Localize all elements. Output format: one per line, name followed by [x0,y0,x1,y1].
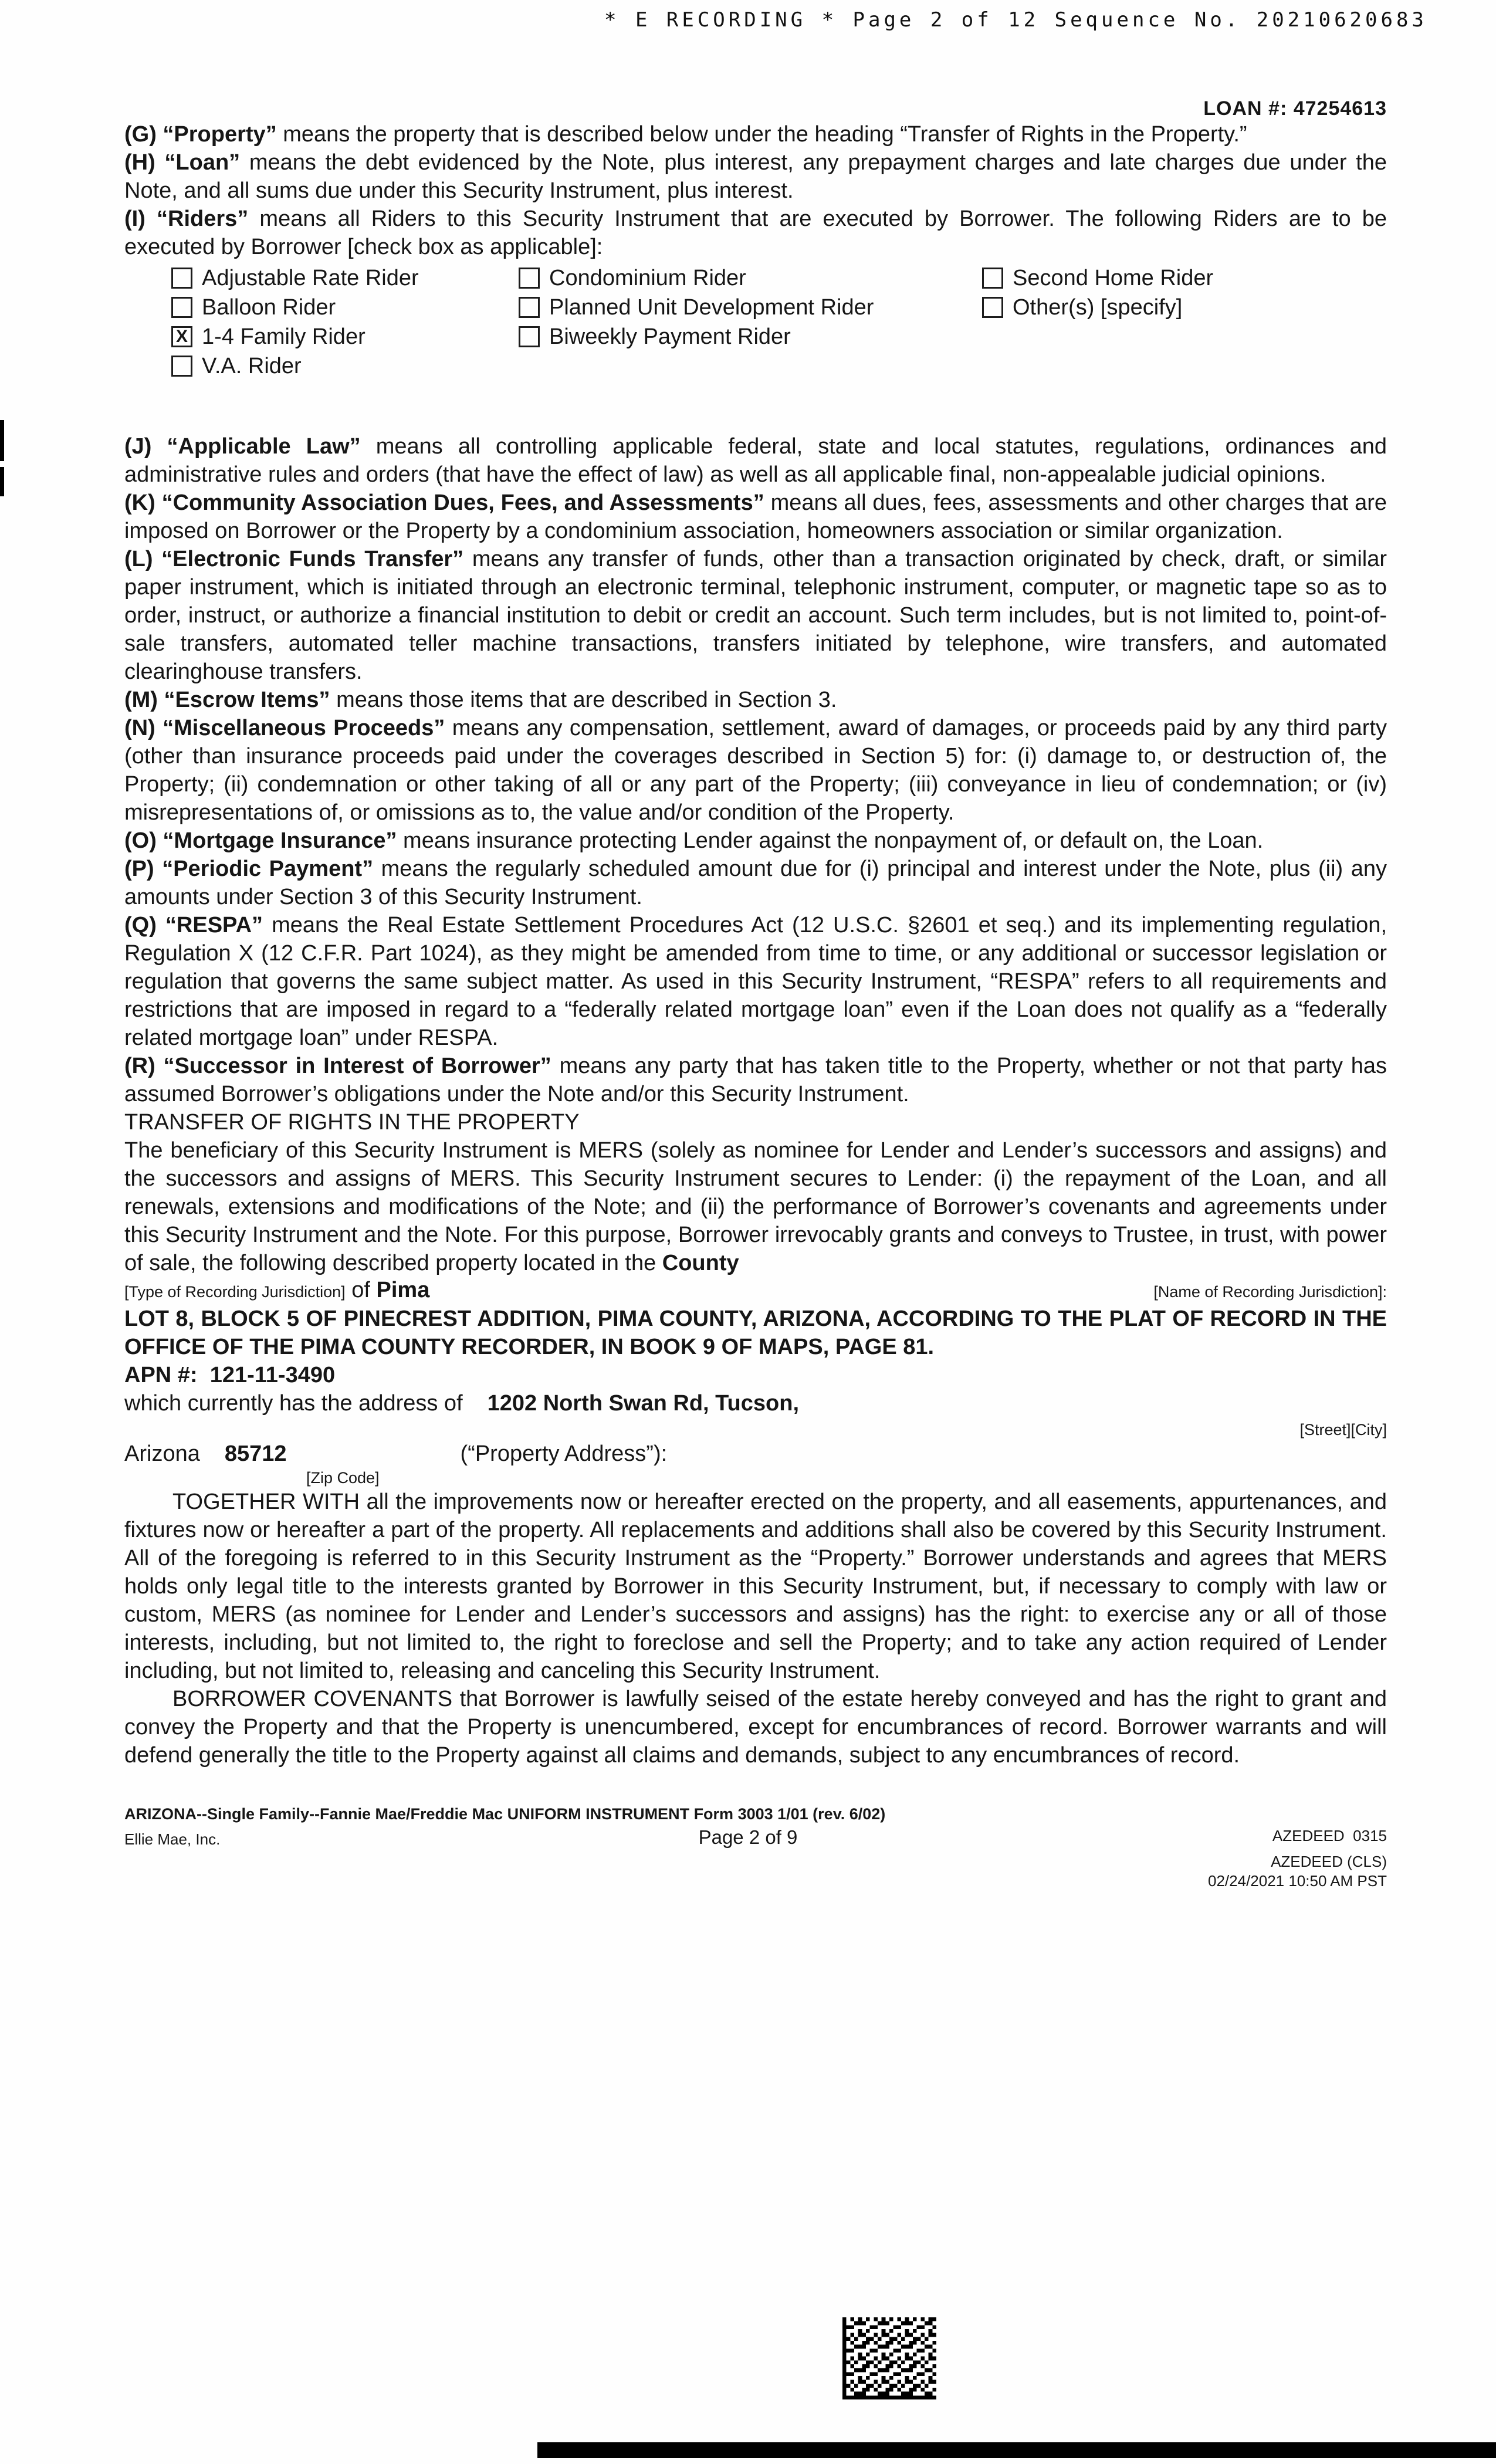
definition-term: (I) “Riders” [124,207,249,231]
definition-text: means all controlling applicable federal, state and local statutes, regulations, ordinances and administrative rules and orders (that have the effect of law) as well as all applicable final, non-appealable judicial opinions. [124,434,1387,487]
scan-artifact-mark [0,420,4,461]
grid-spacer [982,322,1387,351]
definition-text: means all Riders to this Security Instrument that are executed by Borrower. The following Riders are to be executed by Borrower [check box as applicable]: [124,207,1387,259]
rider-condominium [519,263,982,293]
property-address-line [124,1389,1387,1417]
definition-term: (Q) “RESPA” [124,913,263,937]
county-type-value: County [662,1251,739,1275]
checkbox-icon [519,297,540,318]
definition-j [124,432,1387,489]
definition-term: (H) “Loan” [124,150,241,175]
legal-description: LOT 8, BLOCK 5 OF PINECREST ADDITION, PIMA COUNTY, ARIZONA, ACCORDING TO THE PLAT OF RECORD IN THE OFFICE OF THE PIMA COUNTY RECORDER, IN BOOK 9 OF MAPS, PAGE 81. [124,1307,1387,1359]
definition-k [124,489,1387,545]
definition-text: means any compensation, settlement, award of damages, or proceeds paid by any third party (other than insurance proceeds paid under the coverages described in Section 5) for: (i) damage to, or destruction of, the Property; (ii) condemnation or other taking of all or any part of the Property; (iii) conveyance in lieu of condemnation; or (iv) misrepresentations of, or omissions as to, the value and/or condition of the Property. [124,716,1387,825]
jurisdiction-line [124,1277,1387,1305]
definition-text: means the Real Estate Settlement Procedures Act (12 U.S.C. §2601 et seq.) and its implementing regulation, Regulation X (12 C.F.R. Part 1024), as they might be amended from time to time, or any additional or successor legislation or regulation that governs the same subject matter. As used in this Security Instrument, “RESPA” refers to all requirements and restrictions that are imposed in regard to a “federally related mortgage loan” even if the Loan does not qualify as a “federally related mortgage loan” under RESPA. [124,913,1387,1050]
definition-n [124,714,1387,827]
definition-g [124,120,1387,148]
definition-m [124,686,1387,714]
rider-label: 1-4 Family Rider [202,324,365,349]
state-value: Arizona [124,1441,200,1466]
definition-term: (O) “Mortgage Insurance” [124,828,397,853]
rider-1-4-family [171,322,519,351]
rider-second-home [982,263,1387,293]
zip-code-label: [Zip Code] [306,1469,380,1487]
type-of-recording-jurisdiction-label: [Type of Recording Jurisdiction] [124,1283,346,1301]
rider-label: Other(s) [specify] [1013,295,1183,320]
rider-label: Second Home Rider [1013,266,1214,290]
definition-r [124,1052,1387,1108]
rider-label: Balloon Rider [202,295,336,320]
state-zip-line [124,1440,1387,1468]
rider-va [171,351,519,381]
checkbox-checked-icon: X [171,326,192,347]
definition-text: means those items that are described in Section 3. [330,688,837,712]
definition-term: (N) “Miscellaneous Proceeds” [124,716,445,740]
rider-pud [519,293,982,322]
definition-text: means the property that is described below under the heading “Transfer of Rights in the Property.” [276,122,1247,147]
together-with-paragraph: TOGETHER WITH all the improvements now or hereafter erected on the property, and all easements, appurtenances, and fixtures now or hereafter a part of the property. All replacements and additions shall also be covered by this Security Instrument. All of the foregoing is referred to in this Security Instrument as the “Property.” Borrower understands and agrees that MERS holds only legal title to the interests granted by Borrower in this Security Instrument, but, if necessary to comply with law or custom, MERS (as nominee for Lender and Lender’s successors and assigns) has the right: to exercise any or all of those interests, including, but not limited to, the right to foreclose and sell the Property; and to take any action required of Lender including, but not limited to, releasing and canceling this Security Instrument. [124,1490,1387,1683]
property-address-label: (“Property Address”): [460,1441,668,1466]
definition-i [124,205,1387,261]
definition-term: (P) “Periodic Payment” [124,857,374,881]
riders-checklist [171,263,1387,381]
form-identifier-line: ARIZONA--Single Family--Fannie Mae/Freddie Mac UNIFORM INSTRUMENT Form 3003 1/01 (rev. 6/02) [124,1805,886,1823]
e-recording-header: * E RECORDING * Page 2 of 12 Sequence No. 20210620683 [604,8,1427,32]
street-address-value: 1202 North Swan Rd, Tucson, [487,1391,800,1416]
rider-others [982,293,1387,322]
definition-text: means all dues, fees, assessments and other charges that are imposed on Borrower or the Property by a condominium association, homeowners association or similar organization. [124,490,1387,543]
scan-artifact-mark [0,467,4,496]
checkbox-icon [519,268,540,289]
doc-code-cls: AZEDEED (CLS) [1271,1853,1387,1870]
rider-label: V.A. Rider [202,354,302,378]
rider-label: Condominium Rider [549,266,746,290]
checkbox-icon [171,297,192,318]
document-body [124,120,1387,1891]
vendor-name: Ellie Mae, Inc. [124,1830,221,1848]
definition-term: (G) “Property” [124,122,277,147]
transfer-text: The beneficiary of this Security Instrument is MERS (solely as nominee for Lender and Lender’s successors and assigns) and the successors and assigns of MERS. This Security Instrument secures to Lender: (i) the repayment of the Loan, and all renewals, extensions and modifications of the Note; and (ii) the performance of Borrower’s covenants and agreements under this Security Instrument and the Note. For this purpose, Borrower irrevocably grants and conveys to Trustee, in trust, with power of sale, the following described property located in the [124,1138,1387,1275]
rider-label: Biweekly Payment Rider [549,324,791,349]
rider-biweekly [519,322,982,351]
street-city-label: [Street][City] [1299,1421,1387,1439]
definition-term: (J) “Applicable Law” [124,434,361,459]
definition-text: means the regularly scheduled amount due for (i) principal and interest under the Note, plus (ii) any amounts under Section 3 of this Security Instrument. [124,857,1387,909]
doc-code: AZEDEED 0315 [1272,1827,1387,1844]
barcode-image [841,2317,937,2399]
transfer-of-rights-heading: TRANSFER OF RIGHTS IN THE PROPERTY [124,1110,580,1135]
footer-row [124,1826,1387,1852]
definition-h [124,148,1387,205]
scan-artifact-bar [537,2442,1496,2458]
rider-adjustable-rate [171,263,519,293]
rider-label: Planned Unit Development Rider [549,295,874,320]
definition-q [124,911,1387,1052]
definition-term: (K) “Community Association Dues, Fees, and Assessments” [124,490,764,515]
page-footer [124,1805,1387,1891]
rider-label: Adjustable Rate Rider [202,266,419,290]
transfer-of-rights-paragraph [124,1136,1387,1277]
rider-balloon [171,293,519,322]
checkbox-icon [982,268,1003,289]
definition-term: (R) “Successor in Interest of Borrower” [124,1054,551,1078]
apn-number: APN #: 121-11-3490 [124,1363,336,1387]
checkbox-icon [171,268,192,289]
definition-l [124,545,1387,686]
checkbox-icon [982,297,1003,318]
address-intro-text: which currently has the address of [124,1391,463,1416]
definition-o [124,827,1387,855]
of-text: of [345,1278,377,1302]
definition-text: means insurance protecting Lender against the nonpayment of, or default on, the Loan. [397,828,1264,853]
page-content [124,0,1387,1891]
loan-number: LOAN #: 47254613 [1203,97,1387,120]
definition-text: means the debt evidenced by the Note, plus interest, any prepayment charges and late charges due under the Note, and all sums due under this Security Instrument, plus interest. [124,150,1387,203]
checkbox-icon [519,326,540,347]
recording-jurisdiction-name: Pima [376,1278,430,1302]
checkbox-icon [171,356,192,377]
borrower-covenants-paragraph: BORROWER COVENANTS that Borrower is lawfully seised of the estate hereby conveyed and has the right to grant and convey the Property and that the Property is unencumbered, except for encumbrances of record. Borrower warrants and will defend generally the title to the Property against all claims and demands, subject to any encumbrances of record. [124,1687,1387,1768]
name-of-recording-jurisdiction-label: [Name of Recording Jurisdiction]: [1153,1283,1387,1301]
zip-value: 85712 [224,1441,287,1466]
definition-p [124,855,1387,911]
definition-text: means any party that has taken title to the Property, whether or not that party has assumed Borrower’s obligations under the Note and/or this Security Instrument. [124,1054,1387,1106]
definition-term: (L) “Electronic Funds Transfer” [124,547,464,571]
definition-term: (M) “Escrow Items” [124,688,330,712]
definition-text: means any transfer of funds, other than a transaction originated by check, draft, or similar paper instrument, which is initiated through an electronic terminal, telephonic instrument, computer, or magnetic tape so as to order, instruct, or authorize a financial institution to debit or credit an account. Such term includes, but is not limited to, point-of-sale transfers, automated teller machine transactions, transfers initiated by telephone, wire transfers, and automated clearinghouse transfers. [124,547,1387,684]
timestamp: 02/24/2021 10:50 AM PST [1208,1872,1387,1890]
jurisdiction-left [124,1277,429,1305]
page-number: Page 2 of 9 [698,1826,798,1848]
